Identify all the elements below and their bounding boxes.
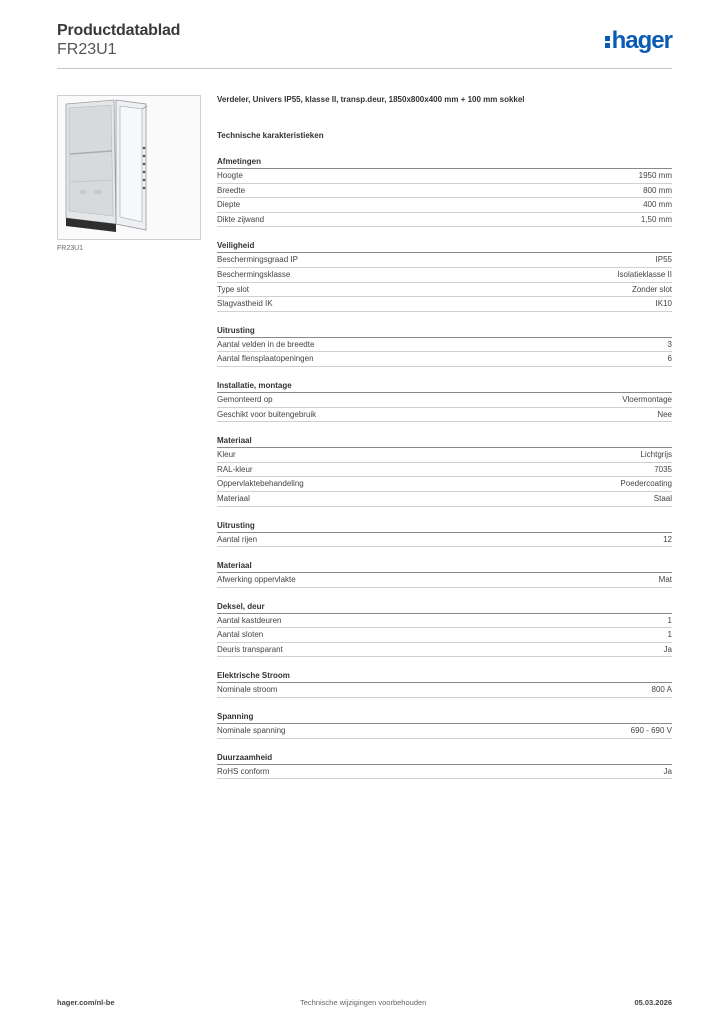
spec-row <box>217 213 672 228</box>
spec-section <box>217 751 672 780</box>
spec-value: Nee <box>657 409 672 419</box>
spec-label: Nominale spanning <box>217 726 286 736</box>
spec-label: RAL-kleur <box>217 464 253 474</box>
spec-value: 12 <box>663 534 672 544</box>
spec-label: Aantal velden in de breedte <box>217 339 315 349</box>
spec-row <box>217 463 672 478</box>
footer-note: Technische wijzigingen voorbehouden <box>300 998 427 1007</box>
spec-row <box>217 765 672 780</box>
spec-value: Isolatieklasse II <box>617 269 672 279</box>
spec-value: Zonder slot <box>631 284 672 294</box>
spec-area <box>217 93 672 779</box>
spec-row <box>217 724 672 739</box>
spec-label: Type slot <box>217 284 250 294</box>
spec-row <box>217 297 672 312</box>
page-footer <box>57 998 672 1010</box>
footer-date: 05.03.2026 <box>634 998 672 1007</box>
spec-section <box>217 324 672 367</box>
spec-row <box>217 533 672 548</box>
spec-label: Aantal sloten <box>217 630 264 640</box>
spec-label: Materiaal <box>217 493 250 503</box>
product-description: Verdeler, Univers IP55, klasse II, transp.deur, 1850x800x400 mm + 100 mm sokkel <box>217 95 525 104</box>
spec-row <box>217 268 672 283</box>
spec-label: Slagvastheid IK <box>217 299 273 309</box>
spec-value: Mat <box>658 575 672 585</box>
spec-section <box>217 519 672 548</box>
page-title: Productdatablad <box>57 22 181 39</box>
spec-sections <box>217 155 672 779</box>
spec-row <box>217 338 672 353</box>
spec-value: 690 - 690 V <box>630 726 672 736</box>
tech-heading: Technische karakteristieken <box>217 131 324 140</box>
spec-value: Ja <box>663 644 672 654</box>
enclosure-cabinet-icon <box>58 96 200 239</box>
spec-section <box>217 669 672 698</box>
spec-value: Staal <box>653 493 672 503</box>
spec-label: Nominale stroom <box>217 685 278 695</box>
spec-value: Lichtgrijs <box>640 450 672 460</box>
spec-value: 800 A <box>651 685 672 695</box>
spec-value: 1,50 mm <box>640 214 672 224</box>
spec-label: RoHS conform <box>217 766 270 776</box>
page-header <box>57 20 672 70</box>
spec-value: Ja <box>663 766 672 776</box>
spec-value: IP55 <box>655 255 672 265</box>
section-title: Materiaal <box>217 559 672 573</box>
spec-row <box>217 408 672 423</box>
spec-row <box>217 683 672 698</box>
section-title: Duurzaamheid <box>217 751 672 765</box>
spec-value: 800 mm <box>643 185 672 195</box>
section-title: Installatie, montage <box>217 379 672 393</box>
spec-value: Vloermontage <box>622 394 672 404</box>
spec-label: Kleur <box>217 450 236 460</box>
spec-row <box>217 393 672 408</box>
spec-value: Poedercoating <box>620 479 672 489</box>
section-title: Elektrische Stroom <box>217 669 672 683</box>
spec-row <box>217 477 672 492</box>
spec-section <box>217 239 672 311</box>
spec-label: Diepte <box>217 200 241 210</box>
spec-label: Beschermingsklasse <box>217 269 291 279</box>
spec-label: Aantal flensplaatopeningen <box>217 354 314 364</box>
spec-label: Gemonteerd op <box>217 394 273 404</box>
spec-section <box>217 379 672 422</box>
spec-label: Afwerking oppervlakte <box>217 575 296 585</box>
section-title: Materiaal <box>217 434 672 448</box>
spec-row <box>217 628 672 643</box>
spec-row <box>217 169 672 184</box>
spec-label: Oppervlaktebehandeling <box>217 479 304 489</box>
spec-row <box>217 573 672 588</box>
spec-row <box>217 198 672 213</box>
section-title: Afmetingen <box>217 155 672 169</box>
section-title: Uitrusting <box>217 519 672 533</box>
section-title: Veiligheid <box>217 239 672 253</box>
spec-section <box>217 600 672 658</box>
hager-logo[interactable] <box>605 28 672 54</box>
spec-section <box>217 710 672 739</box>
footer-website-link[interactable]: hager.com/nl-be <box>57 998 115 1007</box>
spec-row <box>217 253 672 268</box>
logo-text: hager <box>611 27 672 54</box>
spec-label: Beschermingsgraad IP <box>217 255 298 265</box>
section-title: Spanning <box>217 710 672 724</box>
section-title: Uitrusting <box>217 324 672 338</box>
spec-section <box>217 559 672 588</box>
spec-label: Deuris transparant <box>217 644 283 654</box>
section-title: Deksel, deur <box>217 600 672 614</box>
spec-row <box>217 492 672 507</box>
spec-value: 1 <box>667 615 672 625</box>
spec-value: 400 mm <box>643 200 672 210</box>
spec-value: 3 <box>667 339 672 349</box>
spec-label: Breedte <box>217 185 246 195</box>
spec-row <box>217 643 672 658</box>
product-code: FR23U1 <box>57 41 117 58</box>
spec-section <box>217 155 672 227</box>
spec-section <box>217 434 672 506</box>
spec-row <box>217 614 672 629</box>
spec-label: Aantal rijen <box>217 534 258 544</box>
spec-label: Hoogte <box>217 171 243 180</box>
spec-label: Geschikt voor buitengebruik <box>217 409 317 419</box>
spec-value: 6 <box>667 354 672 364</box>
spec-row <box>217 283 672 298</box>
spec-value: 7035 <box>654 464 672 474</box>
spec-row <box>217 352 672 367</box>
spec-row <box>217 184 672 199</box>
spec-value: IK10 <box>655 299 672 309</box>
spec-label: Dikte zijwand <box>217 214 265 224</box>
header-divider <box>57 68 672 69</box>
logo-dots-icon <box>605 31 611 49</box>
spec-value: 1950 mm <box>638 171 672 180</box>
image-caption: FR23U1 <box>57 245 84 252</box>
spec-value: 1 <box>667 630 672 640</box>
spec-label: Aantal kastdeuren <box>217 615 282 625</box>
spec-row <box>217 448 672 463</box>
enclosure-cabinet-image <box>57 95 201 240</box>
